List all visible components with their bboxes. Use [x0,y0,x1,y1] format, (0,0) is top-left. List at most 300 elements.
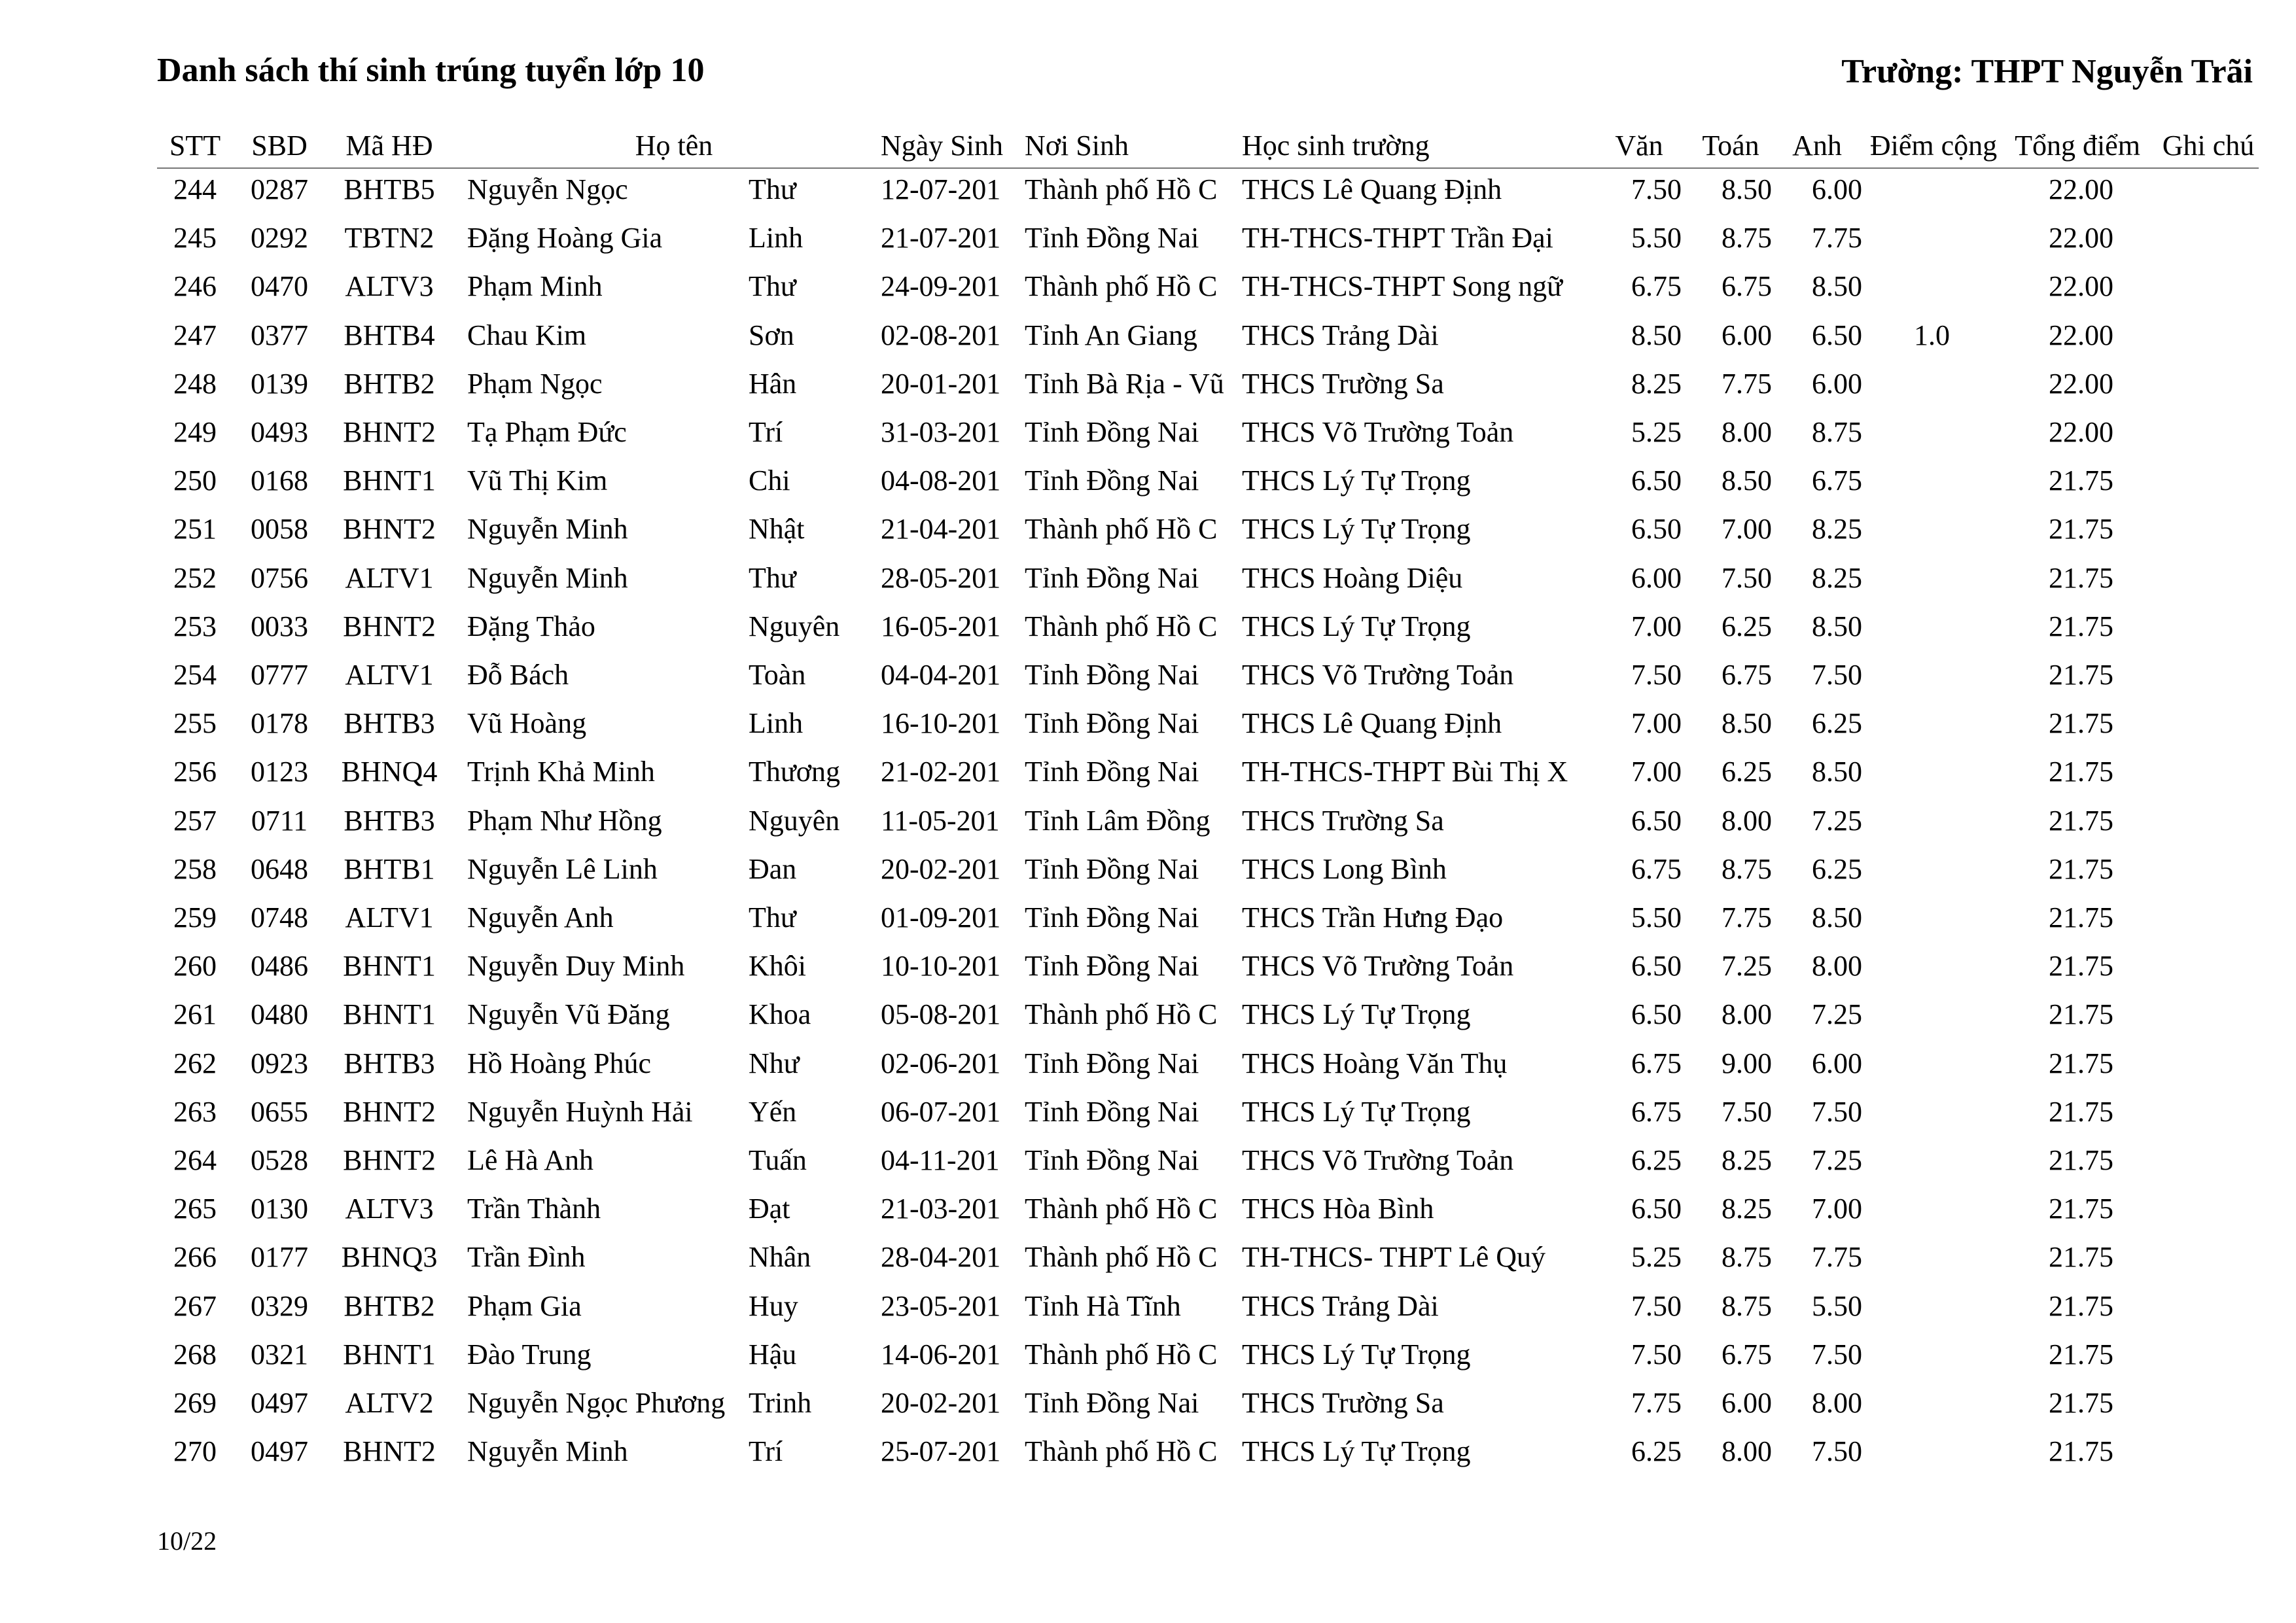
cell-anh: 8.50 [1812,901,1862,934]
cell-van: 6.50 [1631,998,1682,1030]
cell-noisinh: Tỉnh Đồng Nai [1025,222,1199,254]
cell-van: 7.00 [1631,756,1682,788]
cell-toan: 8.50 [1722,464,1772,497]
cell-van: 7.50 [1631,1290,1682,1322]
cell-noisinh: Thành phố Hồ C [1025,1193,1218,1225]
cell-van: 7.50 [1631,173,1682,205]
cell-noisinh: Tỉnh Đồng Nai [1025,707,1199,739]
header-toan: Toán [1702,130,1759,162]
cell-ten: Nguyên [749,805,840,837]
cell-sbd: 0033 [251,610,308,642]
cell-tongdiem: 21.75 [2049,513,2113,545]
cell-mahd: BHNT1 [343,950,436,982]
cell-toan: 8.75 [1722,1290,1772,1322]
cell-noisinh: Tỉnh Đồng Nai [1025,901,1199,934]
cell-hodem: Phạm Gia [467,1290,582,1322]
cell-toan: 8.75 [1722,1241,1772,1273]
cell-sbd: 0493 [251,416,308,448]
cell-mahd: BHTB2 [344,368,435,400]
cell-truong: THCS Trường Sa [1242,368,1444,400]
cell-toan: 6.00 [1722,1387,1772,1419]
cell-toan: 8.25 [1722,1144,1772,1176]
cell-hodem: Trần Thành [467,1193,601,1225]
cell-ten: Khoa [749,998,811,1030]
cell-ten: Trí [749,416,783,448]
header-noisinh: Nơi Sinh [1025,130,1129,162]
cell-truong: THCS Lý Tự Trọng [1242,1096,1471,1128]
cell-sbd: 0777 [251,659,308,691]
cell-truong: THCS Lý Tự Trọng [1242,1435,1471,1467]
cell-van: 6.25 [1631,1435,1682,1467]
cell-tongdiem: 21.75 [2049,464,2113,497]
cell-anh: 7.25 [1812,1144,1862,1176]
cell-toan: 6.75 [1722,270,1772,302]
cell-anh: 8.50 [1812,756,1862,788]
cell-truong: THCS Trường Sa [1242,805,1444,837]
cell-tongdiem: 21.75 [2049,1241,2113,1273]
cell-mahd: ALTV1 [345,562,434,594]
cell-toan: 8.75 [1722,853,1772,885]
cell-sbd: 0470 [251,270,308,302]
cell-mahd: BHNT1 [343,1338,436,1370]
cell-anh: 7.50 [1812,659,1862,691]
cell-mahd: BHTB3 [344,707,435,739]
cell-truong: THCS Trảng Dài [1242,1290,1439,1322]
cell-tongdiem: 22.00 [2049,368,2113,400]
cell-ten: Linh [749,707,804,739]
cell-mahd: BHNT2 [343,1096,436,1128]
cell-stt: 262 [173,1047,217,1079]
cell-anh: 7.50 [1812,1435,1862,1467]
cell-sbd: 0123 [251,756,308,788]
cell-noisinh: Thành phố Hồ C [1025,1435,1218,1467]
cell-van: 7.00 [1631,610,1682,642]
cell-stt: 257 [173,805,217,837]
cell-van: 5.25 [1631,416,1682,448]
cell-ngaysinh: 20-02-201 [881,853,1001,885]
cell-tongdiem: 21.75 [2049,1387,2113,1419]
cell-ngaysinh: 28-05-201 [881,562,1001,594]
cell-mahd: BHTB4 [344,319,435,351]
cell-ngaysinh: 12-07-201 [881,173,1001,205]
cell-sbd: 0486 [251,950,308,982]
cell-stt: 268 [173,1338,217,1370]
cell-stt: 265 [173,1193,217,1225]
cell-noisinh: Tỉnh Đồng Nai [1025,853,1199,885]
cell-toan: 8.00 [1722,805,1772,837]
cell-truong: TH-THCS-THPT Trần Đại [1242,222,1553,254]
cell-sbd: 0528 [251,1144,308,1176]
cell-stt: 260 [173,950,217,982]
cell-mahd: BHTB3 [344,805,435,837]
cell-ngaysinh: 16-10-201 [881,707,1001,739]
cell-stt: 246 [173,270,217,302]
cell-noisinh: Thành phố Hồ C [1025,270,1218,302]
cell-tongdiem: 21.75 [2049,998,2113,1030]
cell-hodem: Nguyễn Anh [467,901,614,934]
cell-van: 6.50 [1631,805,1682,837]
cell-anh: 7.25 [1812,805,1862,837]
cell-stt: 267 [173,1290,217,1322]
header-diemcong: Điểm cộng [1869,130,1998,162]
cell-tongdiem: 21.75 [2049,1193,2113,1225]
cell-ten: Sơn [749,319,794,351]
cell-truong: TH-THCS-THPT Bùi Thị X [1242,756,1568,788]
cell-sbd: 0480 [251,998,308,1030]
cell-anh: 8.50 [1812,270,1862,302]
cell-sbd: 0329 [251,1290,308,1322]
cell-truong: THCS Lý Tự Trọng [1242,610,1471,642]
cell-van: 7.75 [1631,1387,1682,1419]
cell-toan: 8.00 [1722,998,1772,1030]
cell-sbd: 0139 [251,368,308,400]
cell-tongdiem: 21.75 [2049,805,2113,837]
cell-ten: Trinh [749,1387,812,1419]
cell-noisinh: Tỉnh Bà Rịa - Vũ [1025,368,1224,400]
cell-sbd: 0497 [251,1387,308,1419]
cell-hodem: Nguyễn Lê Linh [467,853,658,885]
cell-ten: Thư [749,270,796,302]
cell-mahd: BHNT2 [343,1435,436,1467]
cell-van: 7.50 [1631,659,1682,691]
cell-van: 6.50 [1631,513,1682,545]
cell-ngaysinh: 28-04-201 [881,1241,1001,1273]
cell-tongdiem: 22.00 [2049,173,2113,205]
cell-van: 6.50 [1631,1193,1682,1225]
cell-toan: 7.25 [1722,950,1772,982]
cell-hodem: Nguyễn Minh [467,562,628,594]
cell-van: 6.00 [1631,562,1682,594]
cell-ngaysinh: 21-07-201 [881,222,1001,254]
cell-van: 8.50 [1631,319,1682,351]
cell-truong: THCS Lê Quang Định [1242,707,1502,739]
cell-ten: Thương [749,756,840,788]
cell-toan: 8.25 [1722,1193,1772,1225]
cell-noisinh: Thành phố Hồ C [1025,1338,1218,1370]
cell-sbd: 0655 [251,1096,308,1128]
cell-truong: THCS Hòa Bình [1242,1193,1434,1225]
cell-noisinh: Tỉnh Đồng Nai [1025,562,1199,594]
cell-truong: THCS Lý Tự Trọng [1242,513,1471,545]
cell-ngaysinh: 21-02-201 [881,756,1001,788]
cell-van: 7.50 [1631,1338,1682,1370]
cell-anh: 7.00 [1812,1193,1862,1225]
cell-mahd: BHNT2 [343,1144,436,1176]
cell-diemcong: 1.0 [1914,319,1950,351]
cell-ten: Linh [749,222,804,254]
cell-sbd: 0497 [251,1435,308,1467]
cell-stt: 244 [173,173,217,205]
cell-anh: 6.00 [1812,173,1862,205]
cell-anh: 7.25 [1812,998,1862,1030]
cell-hodem: Hồ Hoàng Phúc [467,1047,652,1079]
cell-ngaysinh: 04-08-201 [881,464,1001,497]
cell-sbd: 0756 [251,562,308,594]
cell-truong: TH-THCS- THPT Lê Quý [1242,1241,1546,1273]
cell-truong: THCS Hoàng Diệu [1242,562,1463,594]
cell-sbd: 0287 [251,173,308,205]
cell-truong: TH-THCS-THPT Song ngữ [1242,270,1563,302]
cell-tongdiem: 21.75 [2049,756,2113,788]
cell-toan: 6.00 [1722,319,1772,351]
cell-toan: 7.75 [1722,368,1772,400]
cell-ten: Thư [749,901,796,934]
cell-toan: 8.75 [1722,222,1772,254]
cell-tongdiem: 21.75 [2049,1096,2113,1128]
cell-van: 8.25 [1631,368,1682,400]
cell-noisinh: Tỉnh Đồng Nai [1025,464,1199,497]
cell-ten: Đan [749,853,797,885]
cell-ngaysinh: 31-03-201 [881,416,1001,448]
cell-ten: Tuấn [749,1144,807,1176]
cell-truong: THCS Trần Hưng Đạo [1242,901,1504,934]
cell-van: 6.50 [1631,950,1682,982]
cell-tongdiem: 21.75 [2049,610,2113,642]
cell-tongdiem: 21.75 [2049,562,2113,594]
cell-anh: 6.00 [1812,368,1862,400]
cell-ngaysinh: 02-06-201 [881,1047,1001,1079]
header-stt: STT [169,130,221,162]
cell-tongdiem: 21.75 [2049,707,2113,739]
cell-sbd: 0292 [251,222,308,254]
cell-mahd: TBTN2 [344,222,434,254]
cell-stt: 250 [173,464,217,497]
cell-hodem: Phạm Minh [467,270,603,302]
cell-toan: 6.75 [1722,659,1772,691]
cell-van: 5.50 [1631,222,1682,254]
cell-sbd: 0178 [251,707,308,739]
header-mahd: Mã HĐ [345,130,433,162]
cell-hodem: Lê Hà Anh [467,1144,594,1176]
cell-tongdiem: 22.00 [2049,222,2113,254]
cell-ten: Hậu [749,1338,797,1370]
cell-anh: 7.75 [1812,1241,1862,1273]
cell-ten: Chi [749,464,790,497]
cell-stt: 261 [173,998,217,1030]
cell-toan: 8.00 [1722,416,1772,448]
cell-mahd: BHNT2 [343,610,436,642]
cell-ngaysinh: 20-01-201 [881,368,1001,400]
cell-ngaysinh: 14-06-201 [881,1338,1001,1370]
header-hoten: Họ tên [635,130,713,162]
cell-hodem: Trịnh Khả Minh [467,756,655,788]
cell-ten: Hân [749,368,797,400]
cell-noisinh: Thành phố Hồ C [1025,173,1218,205]
header-anh: Anh [1792,130,1842,162]
cell-truong: THCS Võ Trường Toản [1242,950,1514,982]
cell-stt: 247 [173,319,217,351]
cell-hodem: Phạm Ngọc [467,368,603,400]
cell-van: 7.00 [1631,707,1682,739]
cell-ten: Nhân [749,1241,811,1273]
cell-hodem: Trần Đình [467,1241,586,1273]
cell-mahd: BHNT2 [343,513,436,545]
page-number: 10/22 [157,1526,217,1556]
cell-ngaysinh: 24-09-201 [881,270,1001,302]
header-sbd: SBD [251,130,308,162]
cell-ten: Đạt [749,1193,790,1225]
cell-mahd: ALTV1 [345,901,434,934]
cell-truong: THCS Long Bình [1242,853,1447,885]
cell-ngaysinh: 23-05-201 [881,1290,1001,1322]
cell-ten: Thư [749,173,796,205]
cell-ngaysinh: 05-08-201 [881,998,1001,1030]
cell-van: 6.25 [1631,1144,1682,1176]
cell-stt: 264 [173,1144,217,1176]
cell-anh: 6.00 [1812,1047,1862,1079]
cell-mahd: BHNT1 [343,464,436,497]
cell-tongdiem: 22.00 [2049,416,2113,448]
cell-noisinh: Tỉnh Lâm Đồng [1025,805,1210,837]
cell-hodem: Tạ Phạm Đức [467,416,627,448]
cell-mahd: BHNQ3 [341,1241,438,1273]
cell-sbd: 0711 [251,805,308,837]
cell-ten: Khôi [749,950,806,982]
cell-noisinh: Tỉnh Đồng Nai [1025,416,1199,448]
cell-stt: 248 [173,368,217,400]
cell-ten: Nguyên [749,610,840,642]
header-van: Văn [1615,130,1663,162]
cell-tongdiem: 21.75 [2049,1047,2113,1079]
cell-van: 6.50 [1631,464,1682,497]
cell-ngaysinh: 21-04-201 [881,513,1001,545]
header-tongdiem: Tổng điểm [2015,130,2140,162]
cell-tongdiem: 21.75 [2049,853,2113,885]
cell-stt: 252 [173,562,217,594]
school-title: Trường: THPT Nguyễn Trãi [1841,53,2253,90]
cell-anh: 5.50 [1812,1290,1862,1322]
cell-ten: Huy [749,1290,798,1322]
cell-stt: 259 [173,901,217,934]
cell-noisinh: Thành phố Hồ C [1025,1241,1218,1273]
cell-ngaysinh: 06-07-201 [881,1096,1001,1128]
cell-ten: Như [749,1047,800,1079]
cell-hodem: Nguyễn Vũ Đăng [467,998,670,1030]
cell-mahd: ALTV1 [345,659,434,691]
cell-truong: THCS Võ Trường Toản [1242,659,1514,691]
cell-noisinh: Tỉnh Đồng Nai [1025,756,1199,788]
cell-stt: 251 [173,513,217,545]
cell-van: 5.25 [1631,1241,1682,1273]
cell-anh: 8.25 [1812,562,1862,594]
cell-noisinh: Thành phố Hồ C [1025,998,1218,1030]
cell-hodem: Vũ Hoàng [467,707,587,739]
cell-sbd: 0923 [251,1047,308,1079]
cell-van: 6.75 [1631,1047,1682,1079]
cell-stt: 253 [173,610,217,642]
cell-toan: 7.00 [1722,513,1772,545]
cell-hodem: Vũ Thị Kim [467,464,608,497]
header-divider [157,167,2259,169]
cell-anh: 8.75 [1812,416,1862,448]
cell-ten: Toàn [749,659,806,691]
cell-truong: THCS Lý Tự Trọng [1242,1338,1471,1370]
cell-toan: 7.50 [1722,1096,1772,1128]
cell-hodem: Nguyễn Minh [467,513,628,545]
cell-van: 6.75 [1631,1096,1682,1128]
cell-noisinh: Thành phố Hồ C [1025,610,1218,642]
cell-ngaysinh: 10-10-201 [881,950,1001,982]
cell-ngaysinh: 25-07-201 [881,1435,1001,1467]
cell-noisinh: Tỉnh Đồng Nai [1025,1387,1199,1419]
cell-anh: 7.75 [1812,222,1862,254]
header-ngaysinh: Ngày Sinh [881,130,1003,162]
cell-mahd: BHTB5 [344,173,435,205]
cell-truong: THCS Võ Trường Toản [1242,1144,1514,1176]
cell-hodem: Nguyễn Duy Minh [467,950,685,982]
cell-tongdiem: 22.00 [2049,270,2113,302]
cell-anh: 6.25 [1812,707,1862,739]
cell-toan: 6.25 [1722,756,1772,788]
cell-ngaysinh: 11-05-201 [881,805,1000,837]
cell-mahd: BHTB1 [344,853,435,885]
cell-sbd: 0058 [251,513,308,545]
cell-ngaysinh: 21-03-201 [881,1193,1001,1225]
cell-tongdiem: 21.75 [2049,1290,2113,1322]
cell-anh: 6.25 [1812,853,1862,885]
cell-noisinh: Tỉnh An Giang [1025,319,1197,351]
cell-truong: THCS Trường Sa [1242,1387,1444,1419]
cell-sbd: 0168 [251,464,308,497]
cell-stt: 256 [173,756,217,788]
cell-stt: 255 [173,707,217,739]
cell-tongdiem: 21.75 [2049,901,2113,934]
cell-mahd: BHTB2 [344,1290,435,1322]
cell-hodem: Đặng Thảo [467,610,595,642]
cell-sbd: 0130 [251,1193,308,1225]
cell-anh: 8.25 [1812,513,1862,545]
cell-toan: 6.25 [1722,610,1772,642]
cell-noisinh: Tỉnh Đồng Nai [1025,1144,1199,1176]
cell-hodem: Nguyễn Ngọc Phương [467,1387,726,1419]
cell-stt: 270 [173,1435,217,1467]
cell-sbd: 0321 [251,1338,308,1370]
cell-noisinh: Tỉnh Đồng Nai [1025,1096,1199,1128]
cell-toan: 8.50 [1722,173,1772,205]
cell-hodem: Đỗ Bách [467,659,569,691]
cell-noisinh: Thành phố Hồ C [1025,513,1218,545]
cell-stt: 263 [173,1096,217,1128]
cell-van: 5.50 [1631,901,1682,934]
cell-hodem: Đào Trung [467,1338,592,1370]
cell-ngaysinh: 20-02-201 [881,1387,1001,1419]
cell-truong: THCS Hoàng Văn Thụ [1242,1047,1508,1079]
cell-stt: 249 [173,416,217,448]
cell-noisinh: Tỉnh Đồng Nai [1025,1047,1199,1079]
cell-stt: 254 [173,659,217,691]
cell-sbd: 0648 [251,853,308,885]
cell-mahd: ALTV2 [345,1387,434,1419]
cell-stt: 258 [173,853,217,885]
cell-ten: Yến [749,1096,797,1128]
cell-ngaysinh: 04-04-201 [881,659,1001,691]
cell-tongdiem: 21.75 [2049,659,2113,691]
cell-mahd: BHNT2 [343,416,436,448]
cell-stt: 269 [173,1387,217,1419]
cell-ngaysinh: 02-08-201 [881,319,1001,351]
cell-tongdiem: 21.75 [2049,1144,2113,1176]
cell-stt: 266 [173,1241,217,1273]
cell-hodem: Nguyễn Huỳnh Hải [467,1096,693,1128]
cell-ngaysinh: 16-05-201 [881,610,1001,642]
cell-mahd: ALTV3 [345,1193,434,1225]
cell-tongdiem: 21.75 [2049,1338,2113,1370]
cell-mahd: BHNT1 [343,998,436,1030]
cell-ngaysinh: 04-11-201 [881,1144,1000,1176]
document-title: Danh sách thí sinh trúng tuyển lớp 10 [157,52,705,89]
cell-anh: 6.50 [1812,319,1862,351]
cell-ten: Thư [749,562,796,594]
